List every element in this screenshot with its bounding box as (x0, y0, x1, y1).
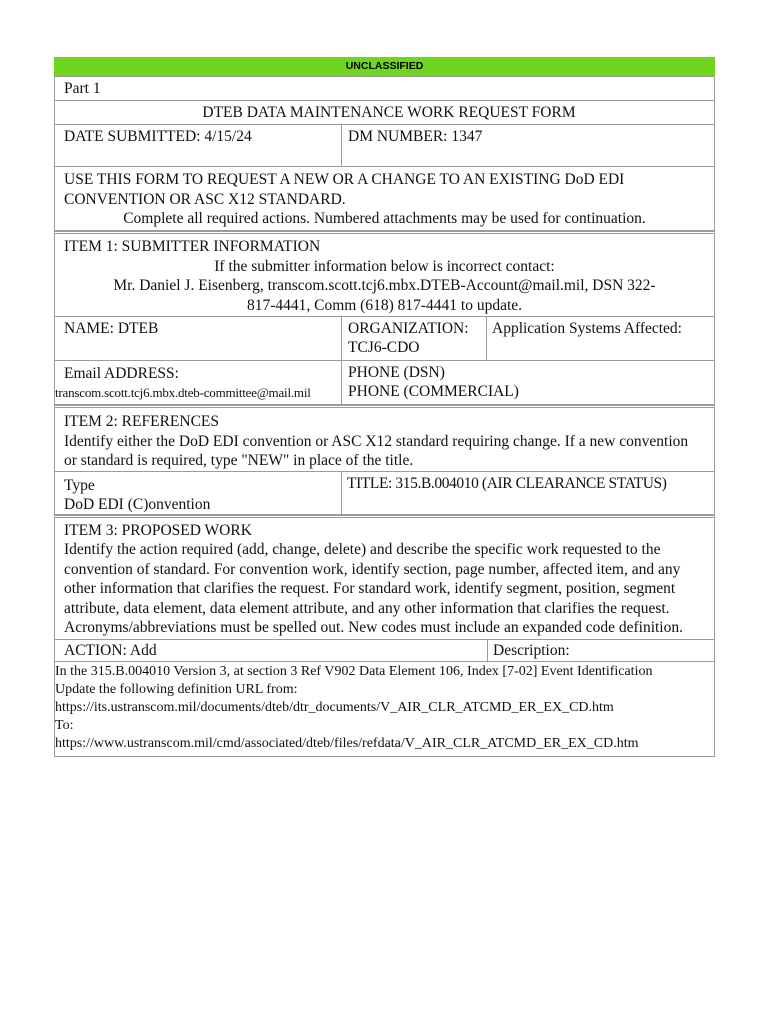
item3-header-row (54, 515, 715, 640)
description-row (54, 662, 715, 757)
dm-number: DM NUMBER: 1347 (348, 128, 483, 145)
intro-row (54, 167, 715, 231)
type-value: DoD EDI (C)onvention (64, 495, 211, 513)
reference-title: TITLE: 315.B.004010 (AIR CLEARANCE STATUS) (347, 474, 667, 492)
item3-text: Identify the action required (add, change, delete) and describe the specific work requested to the convention of standard. For convention work, identify section, page number, affected item, and any other information that clarifies the request. For standard work, identify segment, position, segment attribute, data element, data element attribute, and any other information that clarifies the request. Acronyms/abbreviations must be spelled out. New codes must include an expanded code definition. (64, 541, 683, 636)
date-submitted: DATE SUBMITTED: 4/15/24 (55, 125, 342, 166)
phone-commercial: PHONE (COMMERCIAL) (348, 383, 519, 400)
description-line: Update the following definition URL from: (55, 681, 298, 697)
application-systems: Application Systems Affected: (492, 320, 682, 337)
submitter-name: NAME: DTEB (55, 317, 342, 360)
type (55, 472, 342, 514)
email-label: Email ADDRESS: (64, 365, 179, 382)
action: ACTION: Add (55, 640, 488, 661)
description-line: To: (55, 718, 74, 734)
email (55, 361, 342, 404)
item1-header-row (54, 231, 715, 317)
description-text (55, 662, 714, 756)
item3-action-row (54, 640, 715, 662)
intro-text: USE THIS FORM TO REQUEST A NEW OR A CHANGE TO AN EXISTING DoD EDI CONVENTION OR ASC X12 STANDARD. (64, 171, 625, 208)
email-value: transcom.scott.tcj6.mbx.dteb-committee@mail.mil (55, 385, 311, 400)
item1-note-line2: Mr. Daniel J. Eisenberg, transcom.scott.tcj6.mbx.DTEB-Account@mail.mil, DSN 322-817-4441, Comm (618) 817-4441 to update. (113, 277, 656, 314)
description-line: https://its.ustranscom.mil/documents/dteb/dtr_documents/V_AIR_CLR_ATCMD_ER_EX_CD.htm (55, 699, 614, 715)
item2-text: Identify either the DoD EDI convention or ASC X12 standard requiring change. If a new convention or standard is required, type "NEW" in place of the title. (64, 432, 689, 469)
description-line: https://www.ustranscom.mil/cmd/associated/dteb/files/refdata/V_AIR_CLR_ATCMD_ER_EX_CD.htm (55, 736, 639, 752)
classification-banner: UNCLASSIFIED (54, 57, 715, 76)
title-row (54, 101, 715, 125)
description-label: Description: (493, 641, 570, 659)
item1-name-row (54, 317, 715, 361)
form-title: DTEB DATA MAINTENANCE WORK REQUEST FORM (202, 104, 576, 121)
item2-header-row (54, 405, 715, 472)
part-row (54, 76, 715, 101)
organization (342, 317, 487, 360)
item3-heading: ITEM 3: PROPOSED WORK (64, 521, 252, 539)
item1-note-line1: If the submitter information below is incorrect contact: (214, 257, 555, 275)
organization-value: TCJ6-CDO (348, 339, 420, 356)
date-dm-row (54, 125, 715, 167)
phones (342, 361, 714, 404)
intro-note: Complete all required actions. Numbered attachments may be used for continuation. (123, 210, 646, 227)
phone-dsn: PHONE (DSN) (348, 364, 445, 381)
type-label: Type (64, 476, 95, 494)
item2-heading: ITEM 2: REFERENCES (64, 413, 220, 430)
item1-heading: ITEM 1: SUBMITTER INFORMATION (64, 238, 321, 255)
part-label: Part 1 (64, 80, 101, 97)
organization-label: ORGANIZATION: (348, 320, 469, 337)
work-request-form (54, 57, 715, 757)
description-line: In the 315.B.004010 Version 3, at section 3 Ref V902 Data Element 106, Index [7-02] Event Identification (55, 663, 653, 679)
item1-email-row (54, 361, 715, 405)
item2-type-row (54, 472, 715, 515)
